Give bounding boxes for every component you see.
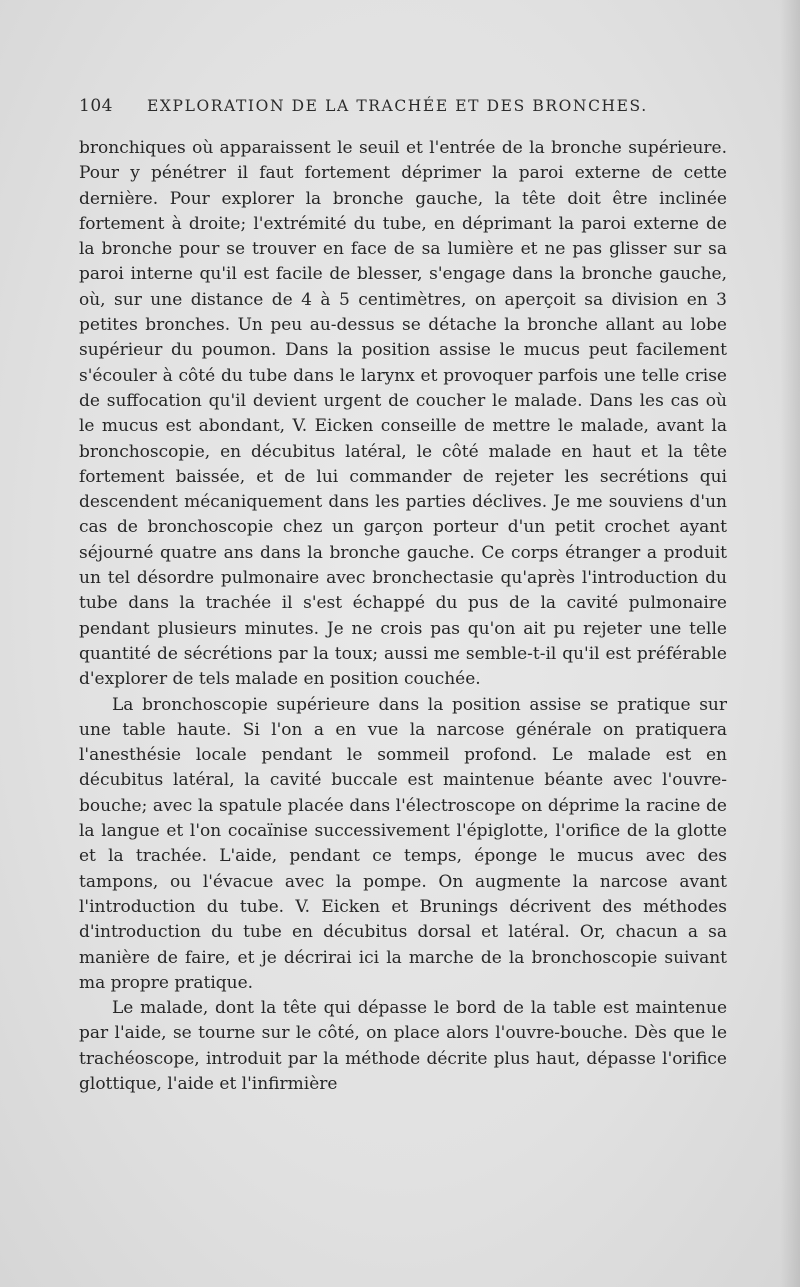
running-head: EXPLORATION DE LA TRACHÉE ET DES BRONCHES.: [147, 97, 648, 115]
page-gutter-shadow: [780, 0, 800, 1287]
page-number: 104: [79, 96, 113, 116]
paragraph-1: bronchiques où apparaissent le seuil et l'entrée de la bronche supérieure. Pour y pénétrer il faut fortement déprimer la paroi externe de cette dernière. Pour explorer la bronche gauche, la tête doit être inclinée fortement à droite; l'extrémité du tube, en déprimant la paroi externe de la bronche pour se trouver en face de sa lumière et ne pas glisser sur sa paroi interne qu'il est facile de blesser, s'engage dans la bronche gauche, où, sur une distance de 4 à 5 centimètres, on aperçoit sa division en 3 petites bronches. Un peu au-dessus se détache la bronche allant au lobe supérieur du poumon. Dans la position assise le mucus peut facilement s'écouler à côté du tube dans le larynx et provoquer parfois une telle crise de suffocation qu'il devient urgent de coucher le malade. Dans les cas où le mucus est abondant, V. Eicken conseille de mettre le malade, avant la bronchoscopie, en décubitus latéral, le côté malade en haut et la tête fortement baissée, et de lui commander de rejeter les secrétions qui descendent mécaniquement dans les parties déclives. Je me souviens d'un cas de bronchoscopie chez un garçon porteur d'un petit crochet ayant séjourné quatre ans dans la bronche gauche. Ce corps étranger a produit un tel désordre pulmonaire avec bronchectasie qu'après l'introduction du tube dans la trachée il s'est échappé du pus de la cavité pulmonaire pendant plusieurs minutes. Je ne crois pas qu'on ait pu rejeter une telle quantité de sécrétions par la toux; aussi me semble-t-il qu'il est préférable d'explorer de tels malade en position couchée.: [79, 138, 727, 690]
body-text: [79, 136, 727, 1097]
page-header: [79, 96, 719, 120]
paragraph-2: La bronchoscopie supérieure dans la position assise se pratique sur une table haute. Si l'on a en vue la narcose générale on pratiquera l'anesthésie locale pendant le sommeil profond. Le malade est en décubitus latéral, la cavité buccale est maintenue béante avec l'ouvre-bouche; avec la spatule placée dans l'électroscope on déprime la racine de la langue et l'on cocaïnise successivement l'épiglotte, l'orifice de la glotte et la trachée. L'aide, pendant ce temps, éponge le mucus avec des tampons, ou l'évacue avec la pompe. On augmente la narcose avant l'introduction du tube. V. Eicken et Brunings décrivent des méthodes d'introduction du tube en décubitus dorsal et latéral. Or, chacun a sa manière de faire, et je décrirai ici la marche de la bronchoscopie suivant ma propre pratique.: [79, 694, 727, 993]
paragraph-3: Le malade, dont la tête qui dépasse le bord de la table est maintenue par l'aide, se tourne sur le côté, on place alors l'ouvre-bouche. Dès que le trachéoscope, introduit par la méthode décrite plus haut, dépasse l'orifice glottique, l'aide et l'infirmière: [79, 998, 727, 1094]
